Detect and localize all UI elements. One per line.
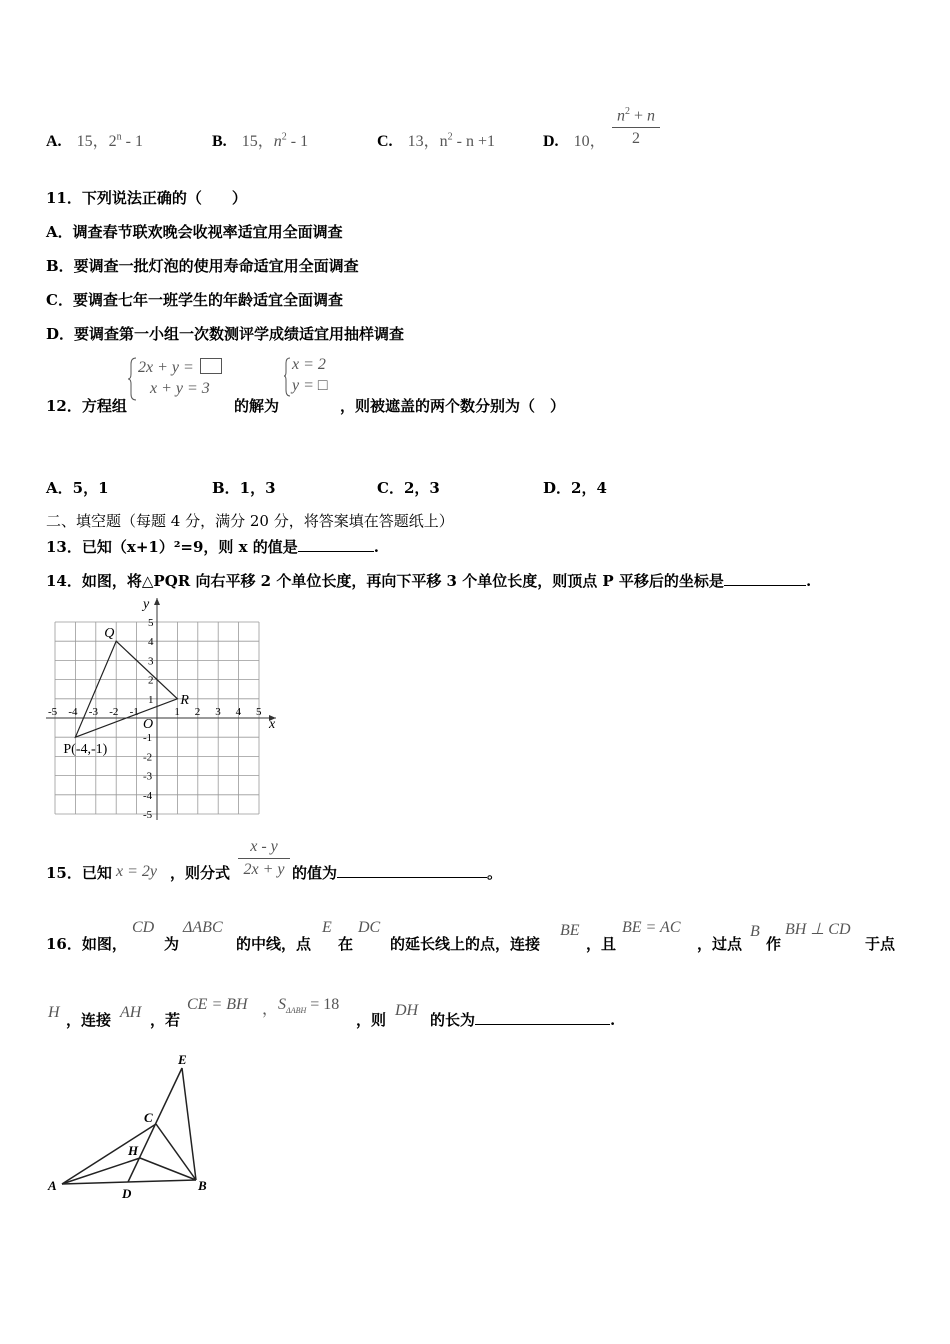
q12-option-a: A．5，1 xyxy=(46,479,109,497)
q16-triangle-figure xyxy=(40,1048,230,1204)
q13-text: 13．已知（x+1）²=9，则 x 的值是 xyxy=(46,538,298,556)
q16-end: . xyxy=(610,1011,616,1029)
q12-sol2: y = □ xyxy=(292,377,328,394)
q16-p10: ，连接 xyxy=(66,1011,112,1029)
q11-option-b: B．要调查一批灯泡的使用寿命适宜用全面调查 xyxy=(46,257,359,275)
q13-answer-blank[interactable] xyxy=(298,537,374,552)
q16-m-ah: AH xyxy=(120,1004,142,1021)
q16-m-b: B xyxy=(750,923,760,940)
q16-p5: 的延长线上的点，连接 xyxy=(390,935,541,953)
q16-m-bh-cd: BH ⊥ CD xyxy=(785,921,851,938)
origin-label: O xyxy=(143,717,154,732)
x-axis-label: x xyxy=(269,717,276,732)
q16-m-e: E xyxy=(322,919,332,936)
y-tick-label: 1 xyxy=(148,693,154,706)
q16-m-s-val: = 18 xyxy=(310,996,340,1013)
y-tick-label: 2 xyxy=(148,674,154,687)
q11-option-c: C．要调查七年一班学生的年龄适宜全面调查 xyxy=(46,291,343,309)
q16-m-cd: CD xyxy=(132,919,155,936)
q16-m-area xyxy=(278,996,339,1015)
triangle-pqr xyxy=(75,641,177,737)
x-tick-label: 2 xyxy=(194,706,201,718)
q16-tail xyxy=(430,1009,615,1030)
q16-m-abc: ΔABC xyxy=(183,919,223,936)
q10-option-a: A. 15，2$^n$ - 1 xyxy=(46,131,143,150)
q14-end: . xyxy=(805,572,812,590)
tick-labels xyxy=(48,617,262,821)
y-tick-label: -2 xyxy=(143,751,153,764)
q12-solution xyxy=(284,356,340,398)
y-axis-arrow-icon xyxy=(154,598,160,605)
q11-option-a: A．调查春节联欢晚会收视率适宜用全面调查 xyxy=(46,223,343,241)
x-tick-label: -2 xyxy=(109,706,119,718)
q16-p7: ，过点 xyxy=(697,935,743,953)
q10-option-b: B. 15，$n^2 - 1$ xyxy=(212,131,309,150)
q12-equation-system xyxy=(128,356,234,402)
y-tick-label: -1 xyxy=(143,732,153,745)
q16-p12: ，则 xyxy=(356,1011,387,1029)
q16-p13: 的长为 xyxy=(430,1011,476,1029)
q12-eq1: 2x + y = xyxy=(138,358,222,377)
label-p: P(-4,-1) xyxy=(63,742,108,758)
y-tick-label: -3 xyxy=(143,770,153,783)
axes xyxy=(46,598,276,820)
q16-m-dh: DH xyxy=(395,1002,419,1019)
q16-p3: 的中线，点 xyxy=(236,935,312,953)
q12-sol1: x = 2 xyxy=(292,356,326,373)
q15-fraction-numerator: x - y xyxy=(250,838,278,855)
label-b: B xyxy=(198,1178,207,1193)
q12-option-c: C．2，3 xyxy=(377,479,440,497)
q10-option-c: C. 13，$n^2 - n +1$ xyxy=(377,131,496,150)
label-a: A xyxy=(48,1178,57,1193)
q16-p6: ，且 xyxy=(586,935,617,953)
q14-text: 14．如图，将△PQR 向右平移 2 个单位长度，再向下平移 3 个单位长度，则顶点 P 平移后的坐标是 xyxy=(46,572,724,590)
q11-stem: 11．下列说法正确的（ ） xyxy=(46,189,247,207)
q15-fraction-denominator: 2x + y xyxy=(243,861,285,878)
q13-end: . xyxy=(373,538,380,556)
q15-end: 。 xyxy=(487,864,503,882)
y-tick-label: 4 xyxy=(148,636,154,649)
y-tick-label: 3 xyxy=(148,655,154,668)
x-tick-label: 4 xyxy=(235,706,242,718)
q13 xyxy=(46,536,379,557)
q12-eq2: x + y = 3 xyxy=(150,380,210,397)
x-tick-label: 5 xyxy=(256,706,262,718)
q16-m-s: S xyxy=(278,996,286,1013)
y-tick-label: 5 xyxy=(148,617,154,629)
q12-option-b: B．1，3 xyxy=(212,479,276,497)
q16-p8: 作 xyxy=(766,935,782,953)
q16-p9: 于点 xyxy=(865,935,896,953)
q15-suffix-text: 的值为 xyxy=(292,864,338,882)
x-tick-label: -3 xyxy=(88,706,98,718)
y-axis-label: y xyxy=(143,597,150,612)
q15-answer-blank[interactable] xyxy=(337,863,487,878)
x-tick-label: -4 xyxy=(68,706,78,718)
q12-option-d: D．2，4 xyxy=(543,479,607,497)
q16-p2: 为 xyxy=(164,935,180,953)
q10-d-fraction: $n^2 + n$ 2 xyxy=(612,106,660,148)
q16-p1: 16．如图， xyxy=(46,935,127,953)
q15-mid: ，则分式 xyxy=(170,864,231,882)
x-tick-label: -5 xyxy=(48,706,58,718)
label-c: C xyxy=(144,1110,153,1125)
segment-ed xyxy=(128,1068,182,1182)
x-tick-label: 3 xyxy=(215,706,221,718)
q16-m-be: BE xyxy=(560,922,580,939)
label-h: H xyxy=(128,1143,139,1158)
q10-option-d: D. 10， xyxy=(543,133,606,150)
q16-p4: 在 xyxy=(338,935,354,953)
q12-prefix: 12．方程组 xyxy=(46,397,127,415)
label-r: R xyxy=(180,692,189,708)
q16-m-be-ac: BE = AC xyxy=(622,919,681,936)
y-tick-label: -4 xyxy=(143,789,153,802)
q14-answer-blank[interactable] xyxy=(724,571,806,586)
q16-answer-blank[interactable] xyxy=(475,1010,610,1025)
label-q: Q xyxy=(104,626,115,642)
q16-m-ce-bh: CE = BH xyxy=(187,996,248,1013)
q16-m-dc: DC xyxy=(358,919,381,936)
q14-coordinate-graph xyxy=(40,592,290,822)
q12-mid: 的解为 xyxy=(234,397,280,415)
q12-suffix: ，则被遮盖的两个数分别为（ ） xyxy=(340,397,566,415)
q16-p11: ，若 xyxy=(150,1011,181,1029)
q15-condition: x = 2y xyxy=(116,863,157,880)
q16-comma: ， xyxy=(262,1001,279,1018)
q14 xyxy=(46,570,811,591)
x-tick-label: 1 xyxy=(174,706,180,718)
label-e: E xyxy=(178,1052,187,1067)
y-tick-label: -5 xyxy=(143,809,153,821)
label-d: D xyxy=(122,1186,132,1201)
q16-m-s-sub: ΔABH xyxy=(286,1006,307,1016)
q16-m-h: H xyxy=(48,1004,60,1021)
x-tick-label: -1 xyxy=(129,706,139,718)
q15-fraction xyxy=(238,838,290,879)
q15-prefix: 15．已知 xyxy=(46,864,112,882)
q15-suffix xyxy=(292,862,502,883)
q11-option-d: D．要调查第一小组一次数测评学成绩适宜用抽样调查 xyxy=(46,325,405,343)
section-2-heading: 二、填空题（每题 4 分，满分 20 分，将答案填在答题纸上） xyxy=(46,512,454,530)
